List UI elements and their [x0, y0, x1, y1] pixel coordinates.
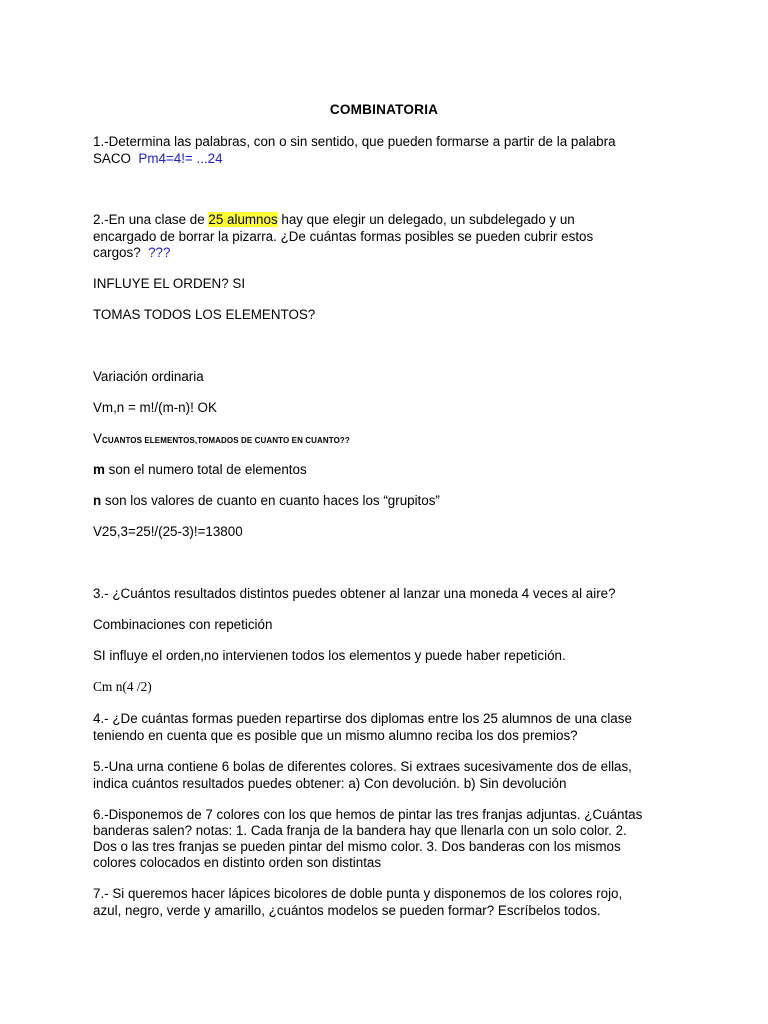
problem-6-line-3: Dos o las tres franjas se pueden pintar del mismo color. 3. Dos banderas con los mismos: [93, 839, 621, 854]
cm-notation: Cm n(4 /2): [93, 679, 152, 694]
problem-2-answer: ???: [148, 245, 171, 260]
combinaciones-heading: Combinaciones con repetición: [93, 617, 273, 632]
problem-2-line-1: [93, 212, 575, 228]
variacion-formula: Vm,n = m!/(m-n)! OK: [93, 400, 217, 415]
v-subscript: CUANTOS ELEMENTOS,TOMADOS DE CUANTO EN CUANTO??: [101, 436, 350, 445]
problem-1-word: SACO: [93, 151, 131, 166]
problem-1-line-2: [93, 151, 223, 167]
problem-2-text-a: 2.-En una clase de: [93, 212, 205, 227]
problem-6-line-1: 6.-Disponemos de 7 colores con los que hemos de pintar las tres franjas adjuntas. ¿Cuántas: [93, 807, 643, 822]
tomas-elementos-text: TOMAS TODOS LOS ELEMENTOS?: [93, 307, 316, 322]
document-title: COMBINATORIA: [329, 102, 439, 117]
m-definition: [93, 462, 307, 478]
si-influye-text: SI influye el orden,no intervienen todos los elementos y puede haber repetición.: [93, 648, 566, 663]
n-text: son los valores de cuanto en cuanto haces los “grupitos”: [104, 493, 440, 508]
problem-2-cargos: cargos?: [93, 245, 141, 260]
problem-2-line-3: [93, 245, 170, 261]
influye-orden-text: INFLUYE EL ORDEN? SI: [93, 276, 246, 291]
n-label: n: [93, 493, 102, 508]
v-letter: V: [93, 431, 102, 446]
problem-7-line-2: azul, negro, verde y amarillo, ¿cuántos modelos se pueden formar? Escríbelos todos.: [93, 903, 601, 918]
v-notation: [93, 431, 350, 449]
problem-4-line-1: 4.- ¿De cuántas formas pueden repartirse dos diplomas entre los 25 alumnos de una clase: [93, 711, 632, 726]
problem-1-answer: Pm4=4!= ...24: [138, 151, 223, 166]
problem-5-line-1: 5.-Una urna contiene 6 bolas de diferentes colores. Si extraes sucesivamente dos de ellas,: [93, 759, 632, 774]
problem-5-line-2: indica cuántos resultados puedes obtener: a) Con devolución. b) Sin devolución: [93, 776, 567, 791]
n-definition: [93, 493, 440, 509]
problem-2-highlight: 25 alumnos: [208, 212, 278, 227]
problem-1-line-1: 1.-Determina las palabras, con o sin sentido, que pueden formarse a partir de la palabra: [93, 134, 616, 149]
problem-7-line-1: 7.- Si queremos hacer lápices bicolores de doble punta y disponemos de los colores rojo,: [93, 886, 623, 901]
variacion-result: V25,3=25!/(25-3)!=13800: [93, 524, 243, 539]
variacion-heading: Variación ordinaria: [93, 369, 204, 384]
problem-6-line-4: colores colocados en distinto orden son distintas: [93, 855, 382, 870]
problem-4-line-2: teniendo en cuenta que es posible que un mismo alumno reciba los dos premios?: [93, 728, 578, 743]
m-label: m: [93, 462, 105, 477]
problem-2-line-2: encargado de borrar la pizarra. ¿De cuántas formas posibles se pueden cubrir estos: [93, 229, 594, 244]
m-text: son el numero total de elementos: [108, 462, 307, 477]
problem-6-line-2: banderas salen? notas: 1. Cada franja de la bandera hay que llenarla con un solo color. 2.: [93, 823, 627, 838]
problem-2-text-b: hay que elegir un delegado, un subdelegado y un: [281, 212, 575, 227]
problem-3-line-1: 3.- ¿Cuántos resultados distintos puedes obtener al lanzar una moneda 4 veces al aire?: [93, 586, 616, 601]
